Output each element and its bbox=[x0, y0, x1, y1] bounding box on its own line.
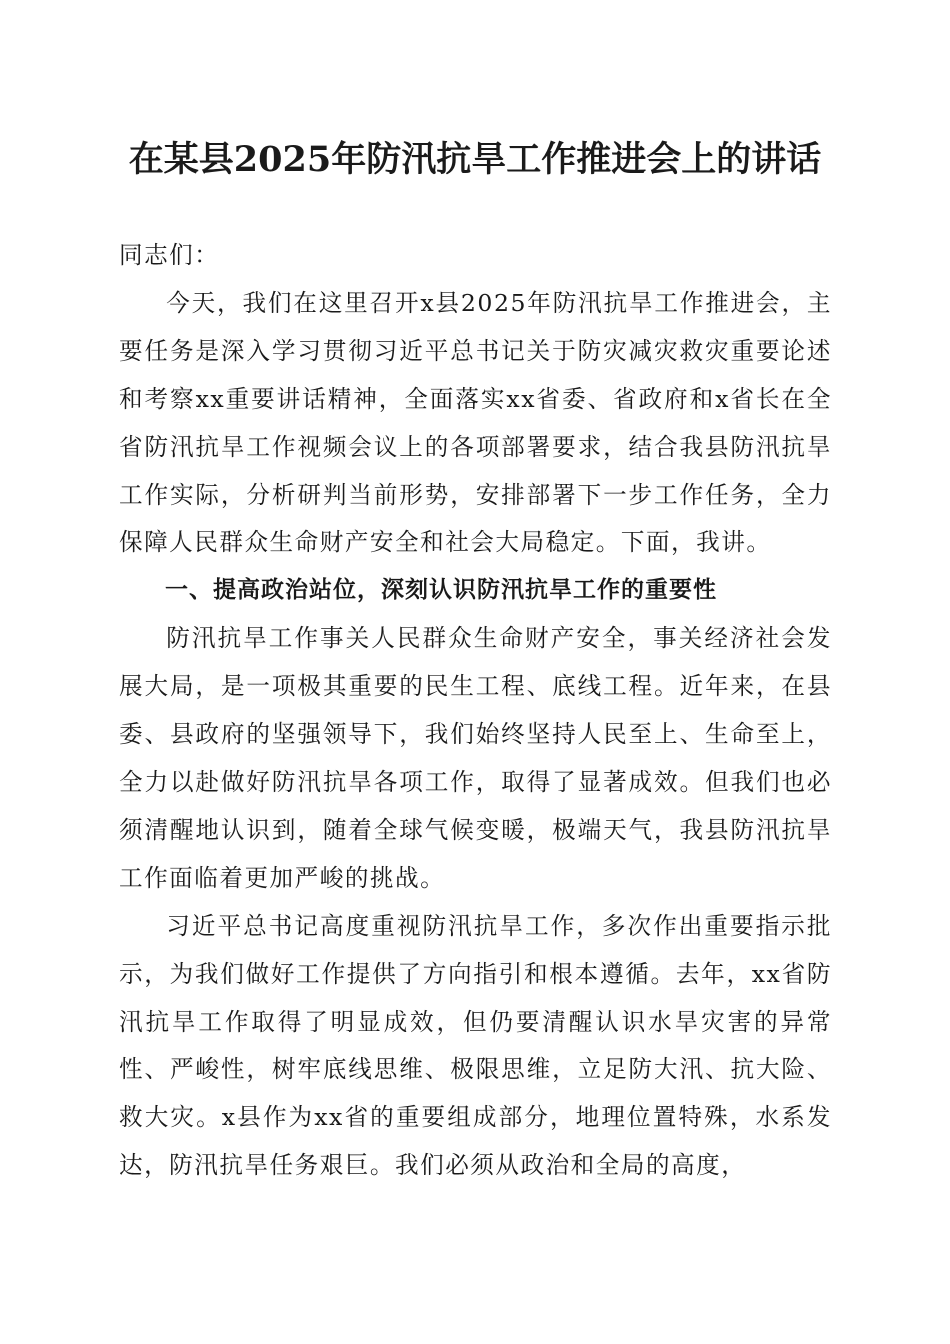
greeting: 同志们： bbox=[119, 241, 220, 269]
document-body bbox=[119, 232, 832, 1190]
paragraph-importance: 防汛抗旱工作事关人民群众生命财产安全，事关经济社会发展大局，是一项极其重要的民生工程、底线工程。近年来，在县委、县政府的坚强领导下，我们始终坚持人民至上、生命至上，全力以赴做好防汛抗旱各项工作，取得了显著成效。但我们也必须清醒地认识到，随着全球气候变暖，极端天气，我县防汛抗旱工作面临着更加严峻的挑战。 bbox=[119, 624, 832, 892]
paragraph-intro: 今天，我们在这里召开x县2025年防汛抗旱工作推进会，主要任务是深入学习贯彻习近平总书记关于防灾减灾救灾重要论述和考察xx重要讲话精神，全面落实xx省委、省政府和x省长在全省防汛抗旱工作视频会议上的各项部署要求，结合我县防汛抗旱工作实际，分析研判当前形势，安排部署下一步工作任务，全力保障人民群众生命财产安全和社会大局稳定。下面，我讲。 bbox=[119, 288, 832, 557]
document-title: 在某县2025年防汛抗旱工作推进会上的讲话 bbox=[128, 139, 822, 180]
paragraph-instructions: 习近平总书记高度重视防汛抗旱工作，多次作出重要指示批示，为我们做好工作提供了方向指引和根本遵循。去年，xx省防汛抗旱工作取得了明显成效，但仍要清醒认识水旱灾害的异常性、严峻性，树牢底线思维、极限思维，立足防大汛、抗大险、救大灾。x县作为xx省的重要组成部分，地理位置特殊，水系发达，防汛抗旱任务艰巨。我们必须从政治和全局的高度， bbox=[119, 911, 832, 1180]
section-heading: 一、提高政治站位，深刻认识防汛抗旱工作的重要性 bbox=[165, 577, 717, 604]
